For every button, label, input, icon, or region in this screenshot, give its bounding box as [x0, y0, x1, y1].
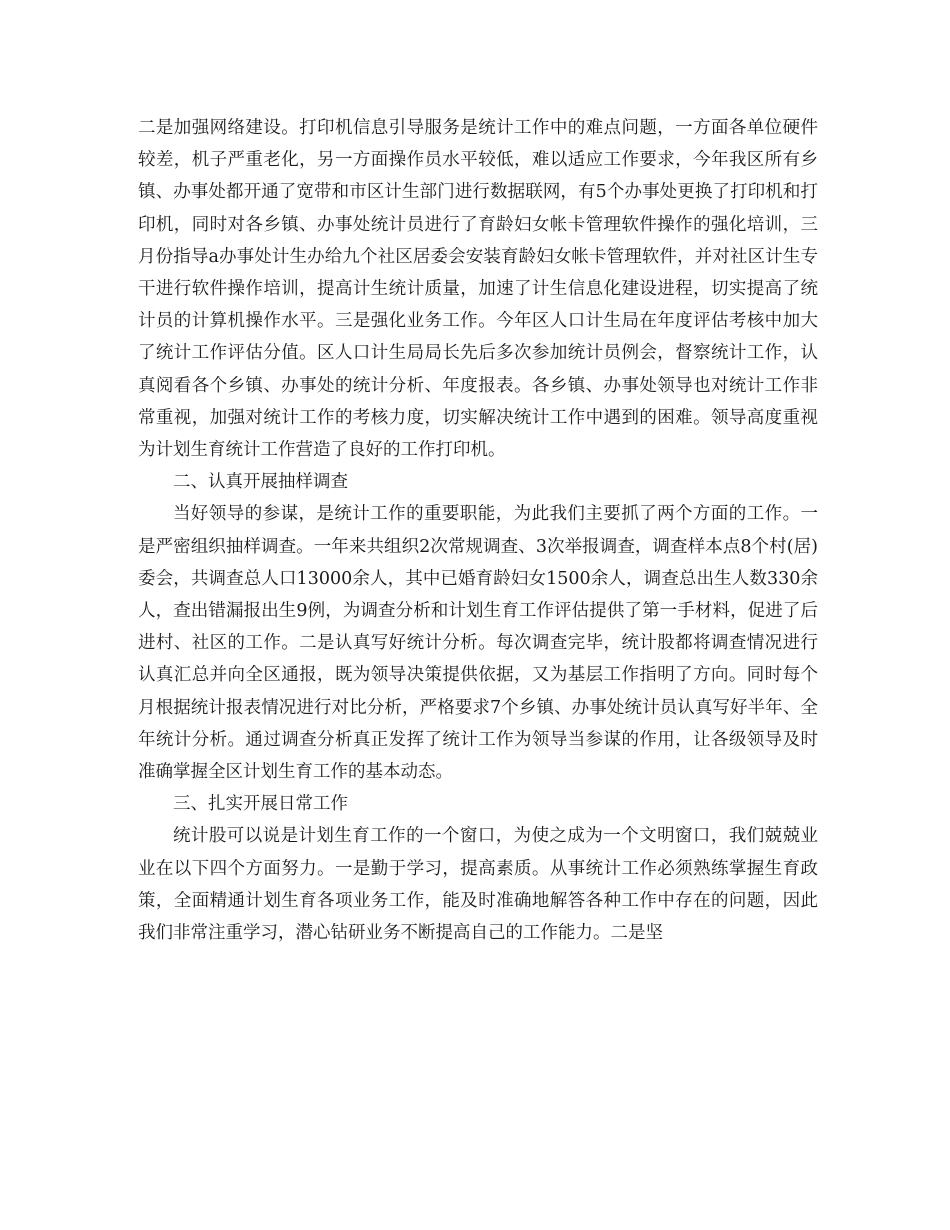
- paragraph-sampling-survey: 当好领导的参谋，是统计工作的重要职能，为此我们主要抓了两个方面的工作。一是严密组织抽样调查。一年来共组织2次常规调查、3次举报调查，调查样本点8个村(居)委会，共调查总人口13000余人，其中已婚育龄妇女1500余人，调查总出生人数330余人，查出错漏报出生9例，为调查分析和计划生育工作评估提供了第一手材料，促进了后进村、社区的工作。二是认真写好统计分析。每次调查完毕，统计股都将调查情况进行认真汇总并向全区通报，既为领导决策提供依据，又为基层工作指明了方向。同时每个月根据统计报表情况进行对比分析，严格要求7个乡镇、办事处统计员认真写好半年、全年统计分析。通过调查分析真正发挥了统计工作为领导当参谋的作用，让各级领导及时准确掌握全区计划生育工作的基本动态。: [138, 504, 818, 783]
- document-body: [138, 112, 818, 949]
- section-heading-sampling-survey: 二、认真开展抽样调查: [173, 472, 348, 493]
- paragraph-network-construction: 二是加强网络建设。打印机信息引导服务是统计工作中的难点问题，一方面各单位硬件较差，机子严重老化，另一方面操作员水平较低，难以适应工作要求，今年我区所有乡镇、办事处都开通了宽带和市区计生部门进行数据联网，有5个办事处更换了打印机和打印机，同时对各乡镇、办事处统计员进行了育龄妇女帐卡管理软件操作的强化培训，三月份指导a办事处计生办给九个社区居委会安装育龄妇女帐卡管理软件，并对社区计生专干进行软件操作培训，提高计生统计质量，加速了计生信息化建设进程，切实提高了统计员的计算机操作水平。三是强化业务工作。今年区人口计生局在年度评估考核中加大了统计工作评估分值。区人口计生局局长先后多次参加统计员例会，督察统计工作，认真阅看各个乡镇、办事处的统计分析、年度报表。各乡镇、办事处领导也对统计工作非常重视，加强对统计工作的考核力度，切实解决统计工作中遇到的困难。领导高度重视为计划生育统计工作营造了良好的工作打印机。: [138, 118, 818, 461]
- section-heading-daily-work: 三、扎实开展日常工作: [173, 794, 348, 815]
- paragraph-daily-work: 统计股可以说是计划生育工作的一个窗口，为使之成为一个文明窗口，我们兢兢业业在以下四个方面努力。一是勤于学习，提高素质。从事统计工作必须熟练掌握生育政策，全面精通计划生育各项业务工作，能及时准确地解答各种工作中存在的问题，因此我们非常注重学习，潜心钻研业务不断提高自己的工作能力。二是坚: [138, 826, 818, 944]
